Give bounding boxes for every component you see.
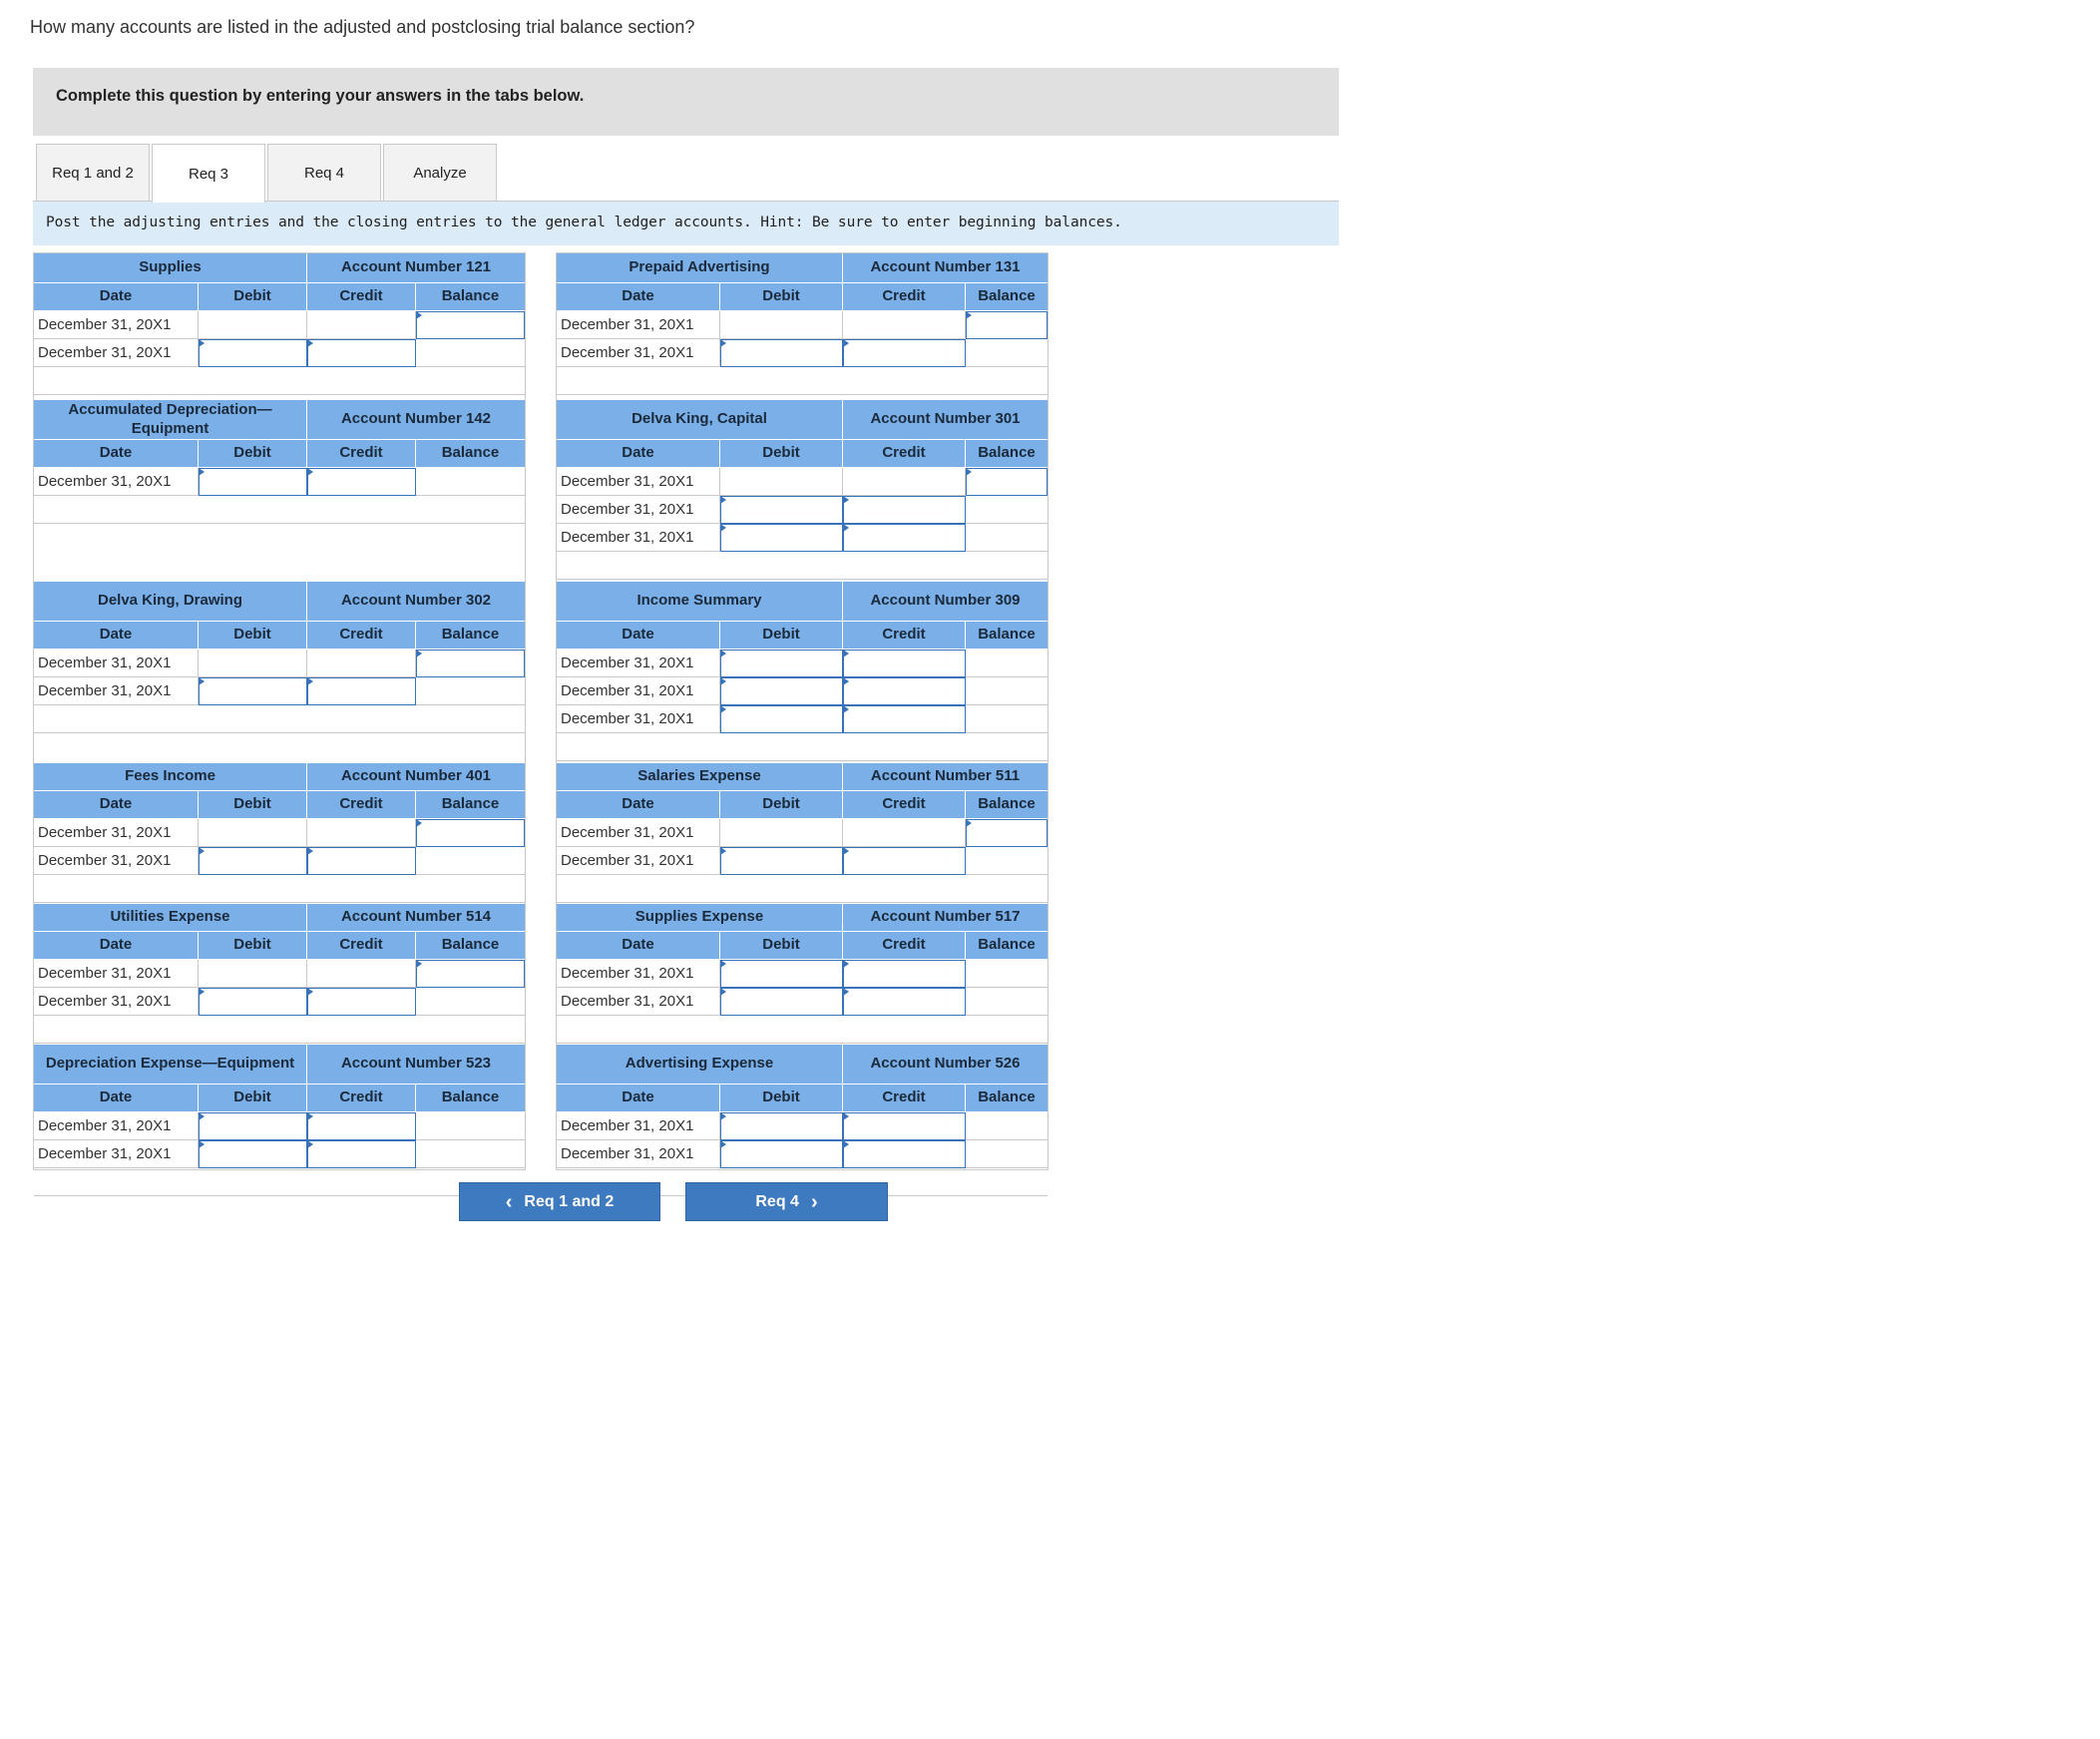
account-number: Account Number 523 xyxy=(307,1045,525,1085)
column-header-date: Date xyxy=(557,622,720,650)
column-header-debit: Debit xyxy=(199,932,307,960)
debit-input[interactable] xyxy=(720,705,843,733)
debit-cell xyxy=(720,819,843,847)
credit-input[interactable] xyxy=(307,1112,416,1140)
entry-date: December 31, 20X1 xyxy=(34,960,199,988)
credit-cell xyxy=(843,311,966,339)
column-header-date: Date xyxy=(34,622,199,650)
account-name: Accumulated Depreciation—Equipment xyxy=(34,400,307,440)
account-number: Account Number 309 xyxy=(843,582,1048,622)
credit-input[interactable] xyxy=(843,960,966,988)
credit-input[interactable] xyxy=(843,847,966,875)
account-number: Account Number 517 xyxy=(843,904,1048,932)
spacer-row xyxy=(34,1168,525,1196)
credit-cell xyxy=(307,960,416,988)
column-header-debit: Debit xyxy=(720,932,843,960)
entry-date: December 31, 20X1 xyxy=(34,819,199,847)
instructions-banner xyxy=(33,68,1339,136)
balance-input[interactable] xyxy=(416,819,525,847)
column-header-credit: Credit xyxy=(843,791,966,819)
entry-date: December 31, 20X1 xyxy=(34,988,199,1016)
balance-input[interactable] xyxy=(416,960,525,988)
column-header-date: Date xyxy=(557,932,720,960)
debit-input[interactable] xyxy=(720,496,843,524)
debit-cell xyxy=(199,650,307,677)
entry-date: December 31, 20X1 xyxy=(557,468,720,496)
account-number: Account Number 142 xyxy=(307,400,525,440)
ledger-row xyxy=(557,819,1048,847)
debit-input[interactable] xyxy=(199,847,307,875)
balance-cell xyxy=(966,650,1048,677)
balance-cell xyxy=(966,1140,1048,1168)
debit-input[interactable] xyxy=(720,339,843,367)
balance-input[interactable] xyxy=(966,468,1048,496)
spacer-row xyxy=(34,875,525,903)
account-name: Supplies Expense xyxy=(557,904,843,932)
banner-text: Complete this question by entering your answers in the tabs below. xyxy=(56,87,585,105)
column-header-debit: Debit xyxy=(199,440,307,468)
ledger-row xyxy=(557,677,1048,705)
column-header-debit: Debit xyxy=(720,791,843,819)
spacer-row xyxy=(557,367,1048,395)
column-header-credit: Credit xyxy=(307,283,416,311)
spacer-row xyxy=(557,1016,1048,1044)
debit-input[interactable] xyxy=(720,960,843,988)
credit-input[interactable] xyxy=(843,1112,966,1140)
credit-input[interactable] xyxy=(843,988,966,1016)
column-header-balance: Balance xyxy=(966,1085,1048,1112)
column-header-debit: Debit xyxy=(720,283,843,311)
ledger-row xyxy=(34,1112,525,1140)
account-number: Account Number 511 xyxy=(843,763,1048,791)
balance-cell xyxy=(966,705,1048,733)
balance-cell xyxy=(966,496,1048,524)
balance-input[interactable] xyxy=(416,311,525,339)
account-name: Utilities Expense xyxy=(34,904,307,932)
balance-cell xyxy=(966,988,1048,1016)
column-header-date: Date xyxy=(34,440,199,468)
ledger-row xyxy=(557,988,1048,1016)
column-header-date: Date xyxy=(557,283,720,311)
credit-cell xyxy=(307,311,416,339)
entry-date: December 31, 20X1 xyxy=(557,847,720,875)
debit-input[interactable] xyxy=(199,988,307,1016)
column-header-date: Date xyxy=(34,1085,199,1112)
credit-input[interactable] xyxy=(843,650,966,677)
ledger-row xyxy=(34,819,525,847)
credit-input[interactable] xyxy=(843,496,966,524)
entry-date: December 31, 20X1 xyxy=(557,677,720,705)
credit-input[interactable] xyxy=(307,468,416,496)
column-header-date: Date xyxy=(34,932,199,960)
tab-req-3[interactable]: Req 3 xyxy=(152,144,265,203)
credit-input[interactable] xyxy=(843,339,966,367)
ledger-row xyxy=(557,468,1048,496)
debit-input[interactable] xyxy=(720,1140,843,1168)
entry-date: December 31, 20X1 xyxy=(34,468,199,496)
chevron-right-icon: › xyxy=(810,1190,818,1213)
entry-date: December 31, 20X1 xyxy=(557,705,720,733)
debit-cell xyxy=(720,468,843,496)
credit-input[interactable] xyxy=(843,1140,966,1168)
general-ledger xyxy=(33,252,1088,1170)
column-header-credit: Credit xyxy=(307,791,416,819)
ledger-row xyxy=(34,1140,525,1168)
entry-date: December 31, 20X1 xyxy=(557,496,720,524)
tab-req-4[interactable]: Req 4 xyxy=(267,144,381,202)
entry-date: December 31, 20X1 xyxy=(557,339,720,367)
debit-input[interactable] xyxy=(720,1112,843,1140)
credit-input[interactable] xyxy=(307,1140,416,1168)
spacer-row xyxy=(34,496,525,524)
column-header-balance: Balance xyxy=(416,283,525,311)
column-header-date: Date xyxy=(557,1085,720,1112)
ledger-column-right xyxy=(556,252,1049,1170)
spacer-row xyxy=(34,1016,525,1044)
debit-cell xyxy=(199,819,307,847)
ledger-row xyxy=(557,650,1048,677)
entry-date: December 31, 20X1 xyxy=(557,1140,720,1168)
ledger-row xyxy=(34,311,525,339)
debit-cell xyxy=(199,960,307,988)
ledger-row xyxy=(34,847,525,875)
credit-input[interactable] xyxy=(307,339,416,367)
column-header-credit: Credit xyxy=(843,440,966,468)
ledger-row xyxy=(34,650,525,677)
account-number: Account Number 526 xyxy=(843,1045,1048,1085)
spacer-row xyxy=(34,367,525,395)
account-name: Fees Income xyxy=(34,763,307,791)
credit-cell xyxy=(843,468,966,496)
column-header-balance: Balance xyxy=(416,440,525,468)
entry-date: December 31, 20X1 xyxy=(34,847,199,875)
instruction-text: Post the adjusting entries and the closing entries to the general ledger accounts. Hint: Be sure to enter beginning balances. xyxy=(33,202,1339,245)
column-header-credit: Credit xyxy=(843,283,966,311)
account-number: Account Number 121 xyxy=(307,253,525,283)
entry-date: December 31, 20X1 xyxy=(557,524,720,552)
account-name: Salaries Expense xyxy=(557,763,843,791)
ledger-row xyxy=(34,677,525,705)
ledger-row xyxy=(34,988,525,1016)
balance-cell xyxy=(416,468,525,496)
ledger-row xyxy=(557,311,1048,339)
debit-input[interactable] xyxy=(720,524,843,552)
balance-cell xyxy=(966,524,1048,552)
column-header-date: Date xyxy=(557,791,720,819)
balance-cell xyxy=(966,339,1048,367)
column-header-balance: Balance xyxy=(416,622,525,650)
next-button[interactable] xyxy=(685,1182,888,1221)
account-name: Income Summary xyxy=(557,582,843,622)
ledger-row xyxy=(557,339,1048,367)
account-number: Account Number 302 xyxy=(307,582,525,622)
account-name: Prepaid Advertising xyxy=(557,253,843,283)
debit-input[interactable] xyxy=(720,677,843,705)
debit-input[interactable] xyxy=(199,339,307,367)
account-name: Advertising Expense xyxy=(557,1045,843,1085)
column-header-balance: Balance xyxy=(966,622,1048,650)
balance-cell xyxy=(966,1112,1048,1140)
entry-date: December 31, 20X1 xyxy=(34,339,199,367)
spacer-row xyxy=(557,552,1048,580)
account-name: Delva King, Drawing xyxy=(34,582,307,622)
balance-cell xyxy=(966,847,1048,875)
account-number: Account Number 514 xyxy=(307,904,525,932)
credit-input[interactable] xyxy=(307,988,416,1016)
entry-date: December 31, 20X1 xyxy=(557,819,720,847)
entry-date: December 31, 20X1 xyxy=(34,311,199,339)
balance-cell xyxy=(416,339,525,367)
debit-input[interactable] xyxy=(720,847,843,875)
ledger-row xyxy=(34,960,525,988)
debit-input[interactable] xyxy=(199,468,307,496)
ledger-row xyxy=(557,1112,1048,1140)
ledger-row xyxy=(557,960,1048,988)
tab-req-1-and-2[interactable]: Req 1 and 2 xyxy=(36,144,150,202)
debit-input[interactable] xyxy=(199,677,307,705)
column-header-balance: Balance xyxy=(966,440,1048,468)
credit-input[interactable] xyxy=(843,524,966,552)
ledger-row xyxy=(34,339,525,367)
entry-date: December 31, 20X1 xyxy=(557,650,720,677)
debit-input[interactable] xyxy=(720,650,843,677)
ledger-row xyxy=(557,847,1048,875)
entry-date: December 31, 20X1 xyxy=(557,311,720,339)
column-header-credit: Credit xyxy=(843,1085,966,1112)
column-header-credit: Credit xyxy=(307,622,416,650)
debit-input[interactable] xyxy=(199,1140,307,1168)
balance-cell xyxy=(416,988,525,1016)
question-text: How many accounts are listed in the adjusted and postclosing trial balance section? xyxy=(30,17,695,37)
tab-analyze[interactable]: Analyze xyxy=(383,144,497,202)
column-header-credit: Credit xyxy=(843,932,966,960)
column-header-debit: Debit xyxy=(199,283,307,311)
column-header-date: Date xyxy=(34,791,199,819)
column-header-balance: Balance xyxy=(416,932,525,960)
account-number: Account Number 301 xyxy=(843,400,1048,440)
balance-cell xyxy=(416,677,525,705)
ledger-row xyxy=(557,524,1048,552)
column-header-balance: Balance xyxy=(416,1085,525,1112)
column-header-debit: Debit xyxy=(720,622,843,650)
column-header-credit: Credit xyxy=(307,440,416,468)
balance-cell xyxy=(966,960,1048,988)
chevron-left-icon: ‹ xyxy=(505,1190,513,1213)
credit-cell xyxy=(307,650,416,677)
credit-cell xyxy=(843,819,966,847)
entry-date: December 31, 20X1 xyxy=(557,1112,720,1140)
credit-input[interactable] xyxy=(307,677,416,705)
account-name: Supplies xyxy=(34,253,307,283)
debit-input[interactable] xyxy=(720,988,843,1016)
column-header-debit: Debit xyxy=(720,440,843,468)
entry-date: December 31, 20X1 xyxy=(34,650,199,677)
spacer-row xyxy=(557,875,1048,903)
balance-cell xyxy=(416,1112,525,1140)
credit-input[interactable] xyxy=(307,847,416,875)
balance-cell xyxy=(416,847,525,875)
column-header-date: Date xyxy=(34,283,199,311)
ledger-column-left xyxy=(33,252,526,1170)
balance-input[interactable] xyxy=(966,819,1048,847)
debit-cell xyxy=(720,311,843,339)
credit-input[interactable] xyxy=(843,677,966,705)
column-header-balance: Balance xyxy=(416,791,525,819)
credit-input[interactable] xyxy=(843,705,966,733)
account-name: Depreciation Expense—Equipment xyxy=(34,1045,307,1085)
spacer-row xyxy=(34,705,525,733)
column-header-debit: Debit xyxy=(199,791,307,819)
entry-date: December 31, 20X1 xyxy=(557,960,720,988)
entry-date: December 31, 20X1 xyxy=(34,1112,199,1140)
column-header-credit: Credit xyxy=(843,622,966,650)
balance-cell xyxy=(966,677,1048,705)
account-number: Account Number 131 xyxy=(843,253,1048,283)
spacer-row xyxy=(557,733,1048,761)
balance-input[interactable] xyxy=(416,650,525,677)
balance-input[interactable] xyxy=(966,311,1048,339)
column-header-debit: Debit xyxy=(199,1085,307,1112)
column-header-balance: Balance xyxy=(966,283,1048,311)
column-header-credit: Credit xyxy=(307,1085,416,1112)
debit-cell xyxy=(199,311,307,339)
account-number: Account Number 401 xyxy=(307,763,525,791)
account-name: Delva King, Capital xyxy=(557,400,843,440)
prev-button-label: Req 1 and 2 xyxy=(524,1192,615,1210)
column-header-debit: Debit xyxy=(199,622,307,650)
balance-cell xyxy=(416,1140,525,1168)
entry-date: December 31, 20X1 xyxy=(34,677,199,705)
column-header-credit: Credit xyxy=(307,932,416,960)
credit-cell xyxy=(307,819,416,847)
ledger-row xyxy=(557,1140,1048,1168)
ledger-row xyxy=(34,468,525,496)
ledger-row xyxy=(557,705,1048,733)
entry-date: December 31, 20X1 xyxy=(34,1140,199,1168)
next-button-label: Req 4 xyxy=(755,1192,799,1210)
entry-date: December 31, 20X1 xyxy=(557,988,720,1016)
column-header-date: Date xyxy=(557,440,720,468)
ledger-row xyxy=(557,496,1048,524)
column-header-balance: Balance xyxy=(966,932,1048,960)
debit-input[interactable] xyxy=(199,1112,307,1140)
prev-button[interactable] xyxy=(459,1182,660,1221)
column-header-debit: Debit xyxy=(720,1085,843,1112)
column-header-balance: Balance xyxy=(966,791,1048,819)
